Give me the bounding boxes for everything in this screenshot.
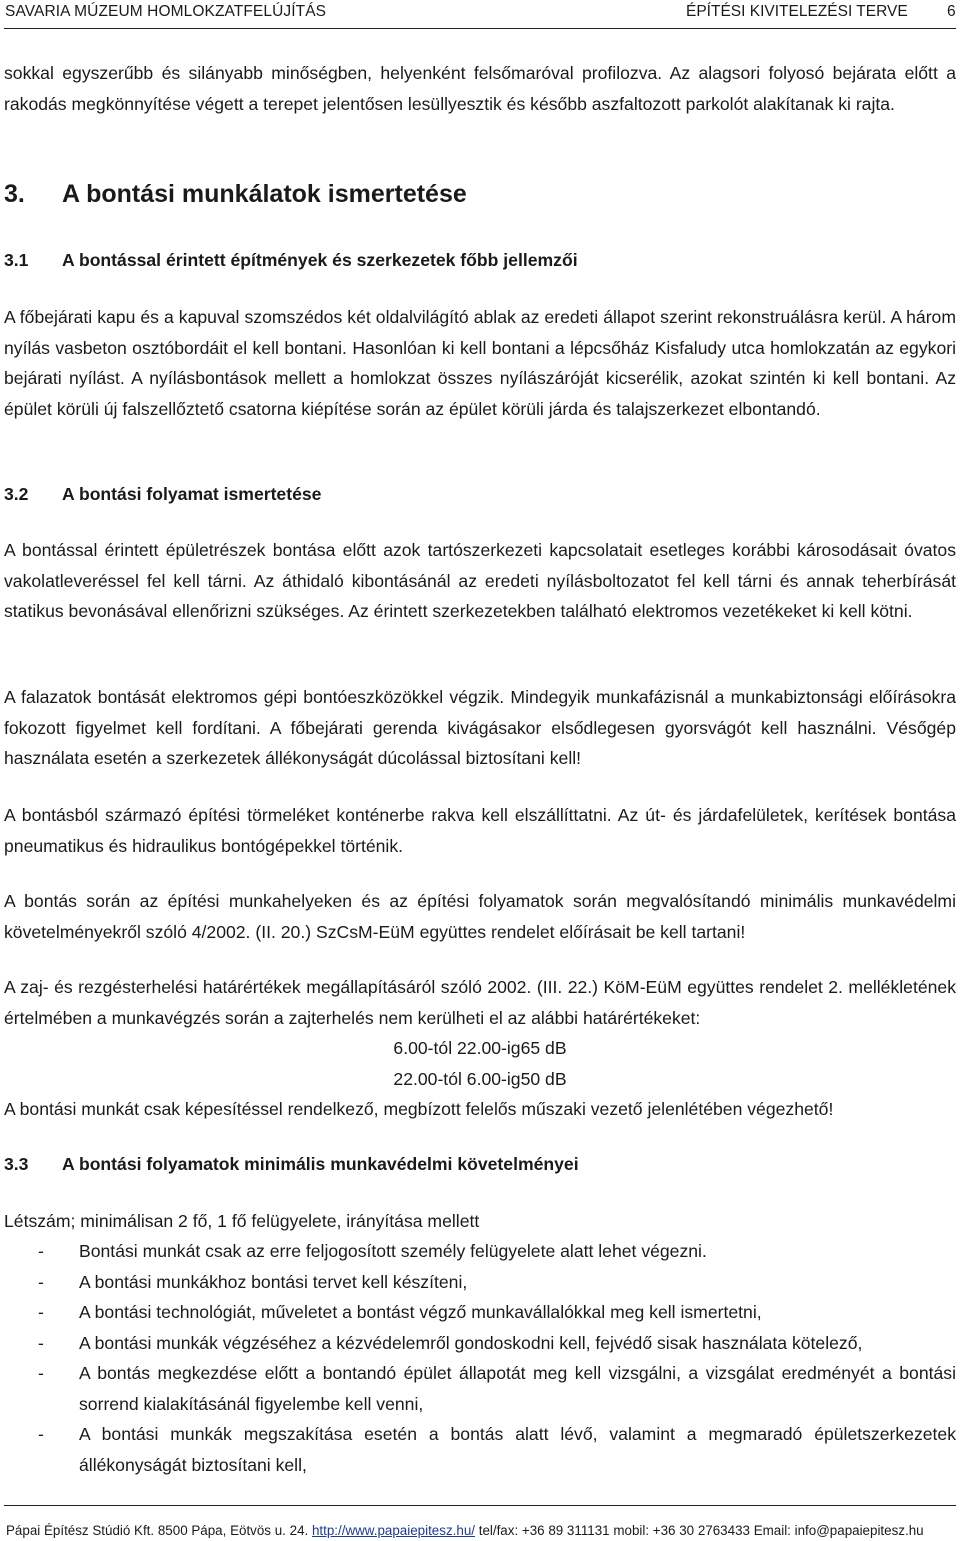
footer-phone-email: tel/fax: +36 89 311131 mobil: +36 30 2763433 Email: info@papaiepitesz.hu	[478, 1523, 924, 1538]
section-3-1-number: 3.1	[4, 250, 29, 270]
list-item	[4, 1358, 956, 1419]
header-project-title: SAVARIA MÚZEUM HOMLOKZATFELÚJÍTÁS	[5, 3, 327, 20]
footer-contact-line	[6, 1523, 924, 1538]
footer-website-link[interactable]: http://www.papaiepitesz.hu/	[311, 1523, 475, 1538]
footer-divider	[4, 1505, 956, 1506]
header-document-title: ÉPÍTÉSI KIVITELEZÉSI TERVE	[686, 3, 908, 20]
page-header	[0, 0, 960, 28]
section-3-2-title: A bontási folyamat ismertetése	[62, 484, 322, 504]
list-item	[4, 1236, 956, 1267]
section-3-2-paragraph-3: A bontásból származó építési törmeléket konténerbe rakva kell elszállíttatni. Az út- és járdafelületek, kerítések bontása pneumatikus és hidraulikus bontógépekkel történik.	[4, 805, 956, 856]
section-3-3-number: 3.3	[4, 1154, 29, 1174]
list-item-text: A bontási munkák megszakítása esetén a bontás alatt lévő, valamint a megmaradó épületszerkezetek állékonyságát biztosítani kell,	[79, 1424, 956, 1475]
section-3-heading	[4, 180, 467, 209]
footer-address: Pápai Építész Stúdió Kft. 8500 Pápa, Eötvös u. 24.	[6, 1523, 309, 1538]
dash-bullet: -	[38, 1271, 44, 1292]
noise-limit-day: 6.00-tól 22.00-ig65 dB	[393, 1038, 567, 1058]
section-3-title: A bontási munkálatok ismertetése	[62, 180, 467, 208]
section-3-2-paragraph-5: A zaj- és rezgésterhelési határértékek megállapításáról szóló 2002. (III. 22.) KöM-EüM együttes rendelet 2. mellékletének értelmében a munkavégzés során a zajterhelés nem kerülheti el az alábbi határértékeket:	[4, 977, 956, 1028]
dash-bullet: -	[38, 1332, 44, 1353]
section-3-1-heading	[4, 250, 578, 271]
list-item-text: A bontási technológiát, műveletet a bontást végző munkavállalókkal meg kell ismertetni,	[79, 1302, 762, 1322]
section-3-1-title: A bontással érintett építmények és szerkezetek főbb jellemzői	[62, 250, 578, 270]
intro-paragraph: sokkal egyszerűbb és silányabb minőségben, helyenként felsőmaróval profilozva. Az alagsori folyosó bejárata előtt a rakodás megkönnyítése végett a terepet jelentősen lesüllyesztik és később aszfaltozott parkolót alakítanak ki rajta.	[4, 63, 956, 114]
list-item	[4, 1267, 956, 1298]
page-number: 6	[947, 3, 956, 20]
section-3-3-title: A bontási folyamatok minimális munkavédelmi követelményei	[62, 1154, 579, 1174]
section-3-3-heading	[4, 1154, 579, 1175]
dash-bullet: -	[38, 1302, 44, 1322]
noise-limit-night: 22.00-tól 6.00-ig50 dB	[393, 1069, 567, 1089]
list-item-text: Bontási munkát csak az erre feljogosított személy felügyelete alatt lehet végezni.	[79, 1241, 707, 1261]
section-3-3-intro: Létszám; minimálisan 2 fő, 1 fő felügyelete, irányítása mellett	[4, 1211, 480, 1231]
section-3-2-paragraph-1: A bontással érintett épületrészek bontása előtt azok tartószerkezeti kapcsolatait esetleges korábbi károsodásait óvatos vakolatleveréssel fel kell tárni. Az áthidaló kibontásánál az eredeti nyílásboltozatot fel kell tárni és annak teherbírását statikus bevonásával ellenőrizni szükséges. Az érintett szerkezetekben található elektromos vezetékeket ki kell kötni.	[4, 540, 956, 621]
section-3-number: 3.	[4, 180, 25, 208]
section-3-2-paragraph-2: A falazatok bontását elektromos gépi bontóeszközökkel végzik. Mindegyik munkafázisnál a munkabiztonsági előírásokra fokozott figyelmet kell fordítani. A főbejárati gerenda kivágásakor elsődlegesen gyorsvágót kell használni. Vésőgép használata esetén a szerkezetek állékonyságát dúcolással biztosítani kell!	[4, 687, 956, 768]
list-item	[4, 1328, 956, 1359]
header-divider	[4, 28, 956, 29]
list-item	[4, 1419, 956, 1480]
section-3-1-paragraph: A főbejárati kapu és a kapuval szomszédos két oldalvilágító ablak az eredeti állapot szerint rekonstruálásra kerül. A három nyílás vasbeton osztóbordáit el kell bontani. Hasonlóan ki kell bontani a lépcsőház Kisfaludy utca homlokzatán az egykori bejárati nyílást. A nyílásbontások mellett a homlokzat összes nyílászáróját kicserélik, azokat szintén ki kell bontani. Az épület körüli új falszellőztető csatorna kiépítése során az épület körüli járda és talajszerkezet elbontandó.	[4, 307, 956, 419]
dash-bullet: -	[38, 1363, 44, 1383]
section-3-2-paragraph-4: A bontás során az építési munkahelyeken és az építési folyamatok során megvalósítandó minimális munkavédelmi követelményekről szóló 4/2002. (II. 20.) SzCsM-EüM együttes rendelet előírásait be kell tartani!	[4, 891, 956, 942]
list-item-text: A bontási munkákhoz bontási tervet kell készíteni,	[79, 1271, 468, 1292]
list-item	[4, 1297, 956, 1328]
dash-bullet: -	[38, 1424, 44, 1444]
section-3-2-number: 3.2	[4, 484, 29, 504]
dash-bullet: -	[38, 1241, 44, 1261]
section-3-2-heading	[4, 484, 321, 505]
section-3-2-closing: A bontási munkát csak képesítéssel rendelkező, megbízott felelős műszaki vezető jelenlétében végezhető!	[4, 1099, 834, 1119]
list-item-text: A bontási munkák végzéséhez a kézvédelemről gondoskodni kell, fejvédő sisak használata kötelező,	[79, 1332, 863, 1353]
requirements-list	[4, 1236, 956, 1480]
list-item-text: A bontás megkezdése előtt a bontandó épület állapotát meg kell vizsgálni, a vizsgálat eredményét a bontási sorrend kialakításánál figyelembe kell venni,	[79, 1363, 956, 1414]
